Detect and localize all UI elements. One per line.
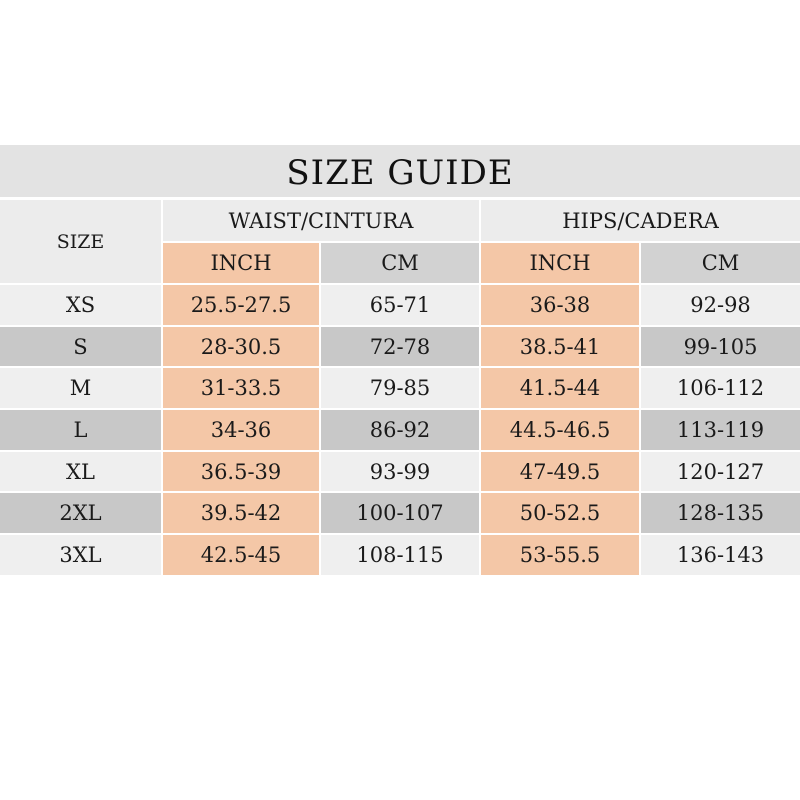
waist-cm-cell: 72-78 — [320, 326, 480, 368]
waist-cm-cell: 93-99 — [320, 451, 480, 493]
size-cell: L — [0, 409, 162, 451]
hips-inch-cell: 41.5-44 — [480, 367, 640, 409]
waist-inch-header: INCH — [162, 242, 320, 284]
table-row — [0, 284, 800, 326]
hips-inch-cell: 53-55.5 — [480, 534, 640, 576]
table-row — [0, 451, 800, 493]
size-table — [0, 200, 800, 577]
size-cell: M — [0, 367, 162, 409]
waist-group-header: WAIST/CINTURA — [162, 200, 480, 242]
waist-cm-cell: 108-115 — [320, 534, 480, 576]
size-cell: 3XL — [0, 534, 162, 576]
title-bar — [0, 145, 800, 200]
hips-group-header: HIPS/CADERA — [480, 200, 800, 242]
table-row — [0, 326, 800, 368]
size-cell: S — [0, 326, 162, 368]
table-row — [0, 409, 800, 451]
hips-inch-cell: 36-38 — [480, 284, 640, 326]
waist-inch-cell: 42.5-45 — [162, 534, 320, 576]
table-row — [0, 534, 800, 576]
page-title: SIZE GUIDE — [286, 153, 514, 193]
size-cell: XS — [0, 284, 162, 326]
table-row — [0, 492, 800, 534]
waist-cm-cell: 86-92 — [320, 409, 480, 451]
hips-cm-cell: 92-98 — [640, 284, 800, 326]
size-cell: XL — [0, 451, 162, 493]
hips-inch-cell: 50-52.5 — [480, 492, 640, 534]
waist-cm-cell: 79-85 — [320, 367, 480, 409]
waist-inch-cell: 34-36 — [162, 409, 320, 451]
size-cell: 2XL — [0, 492, 162, 534]
waist-inch-cell: 28-30.5 — [162, 326, 320, 368]
group-header-row — [0, 200, 800, 242]
hips-cm-cell: 99-105 — [640, 326, 800, 368]
waist-inch-cell: 36.5-39 — [162, 451, 320, 493]
waist-inch-cell: 25.5-27.5 — [162, 284, 320, 326]
hips-cm-header: CM — [640, 242, 800, 284]
size-guide — [0, 145, 800, 577]
waist-cm-cell: 65-71 — [320, 284, 480, 326]
hips-cm-cell: 128-135 — [640, 492, 800, 534]
waist-inch-cell: 31-33.5 — [162, 367, 320, 409]
hips-cm-cell: 113-119 — [640, 409, 800, 451]
hips-inch-header: INCH — [480, 242, 640, 284]
waist-cm-cell: 100-107 — [320, 492, 480, 534]
size-column-header: SIZE — [0, 200, 162, 284]
hips-cm-cell: 120-127 — [640, 451, 800, 493]
hips-cm-cell: 106-112 — [640, 367, 800, 409]
hips-inch-cell: 38.5-41 — [480, 326, 640, 368]
hips-inch-cell: 44.5-46.5 — [480, 409, 640, 451]
waist-inch-cell: 39.5-42 — [162, 492, 320, 534]
waist-cm-header: CM — [320, 242, 480, 284]
hips-inch-cell: 47-49.5 — [480, 451, 640, 493]
hips-cm-cell: 136-143 — [640, 534, 800, 576]
table-row — [0, 367, 800, 409]
